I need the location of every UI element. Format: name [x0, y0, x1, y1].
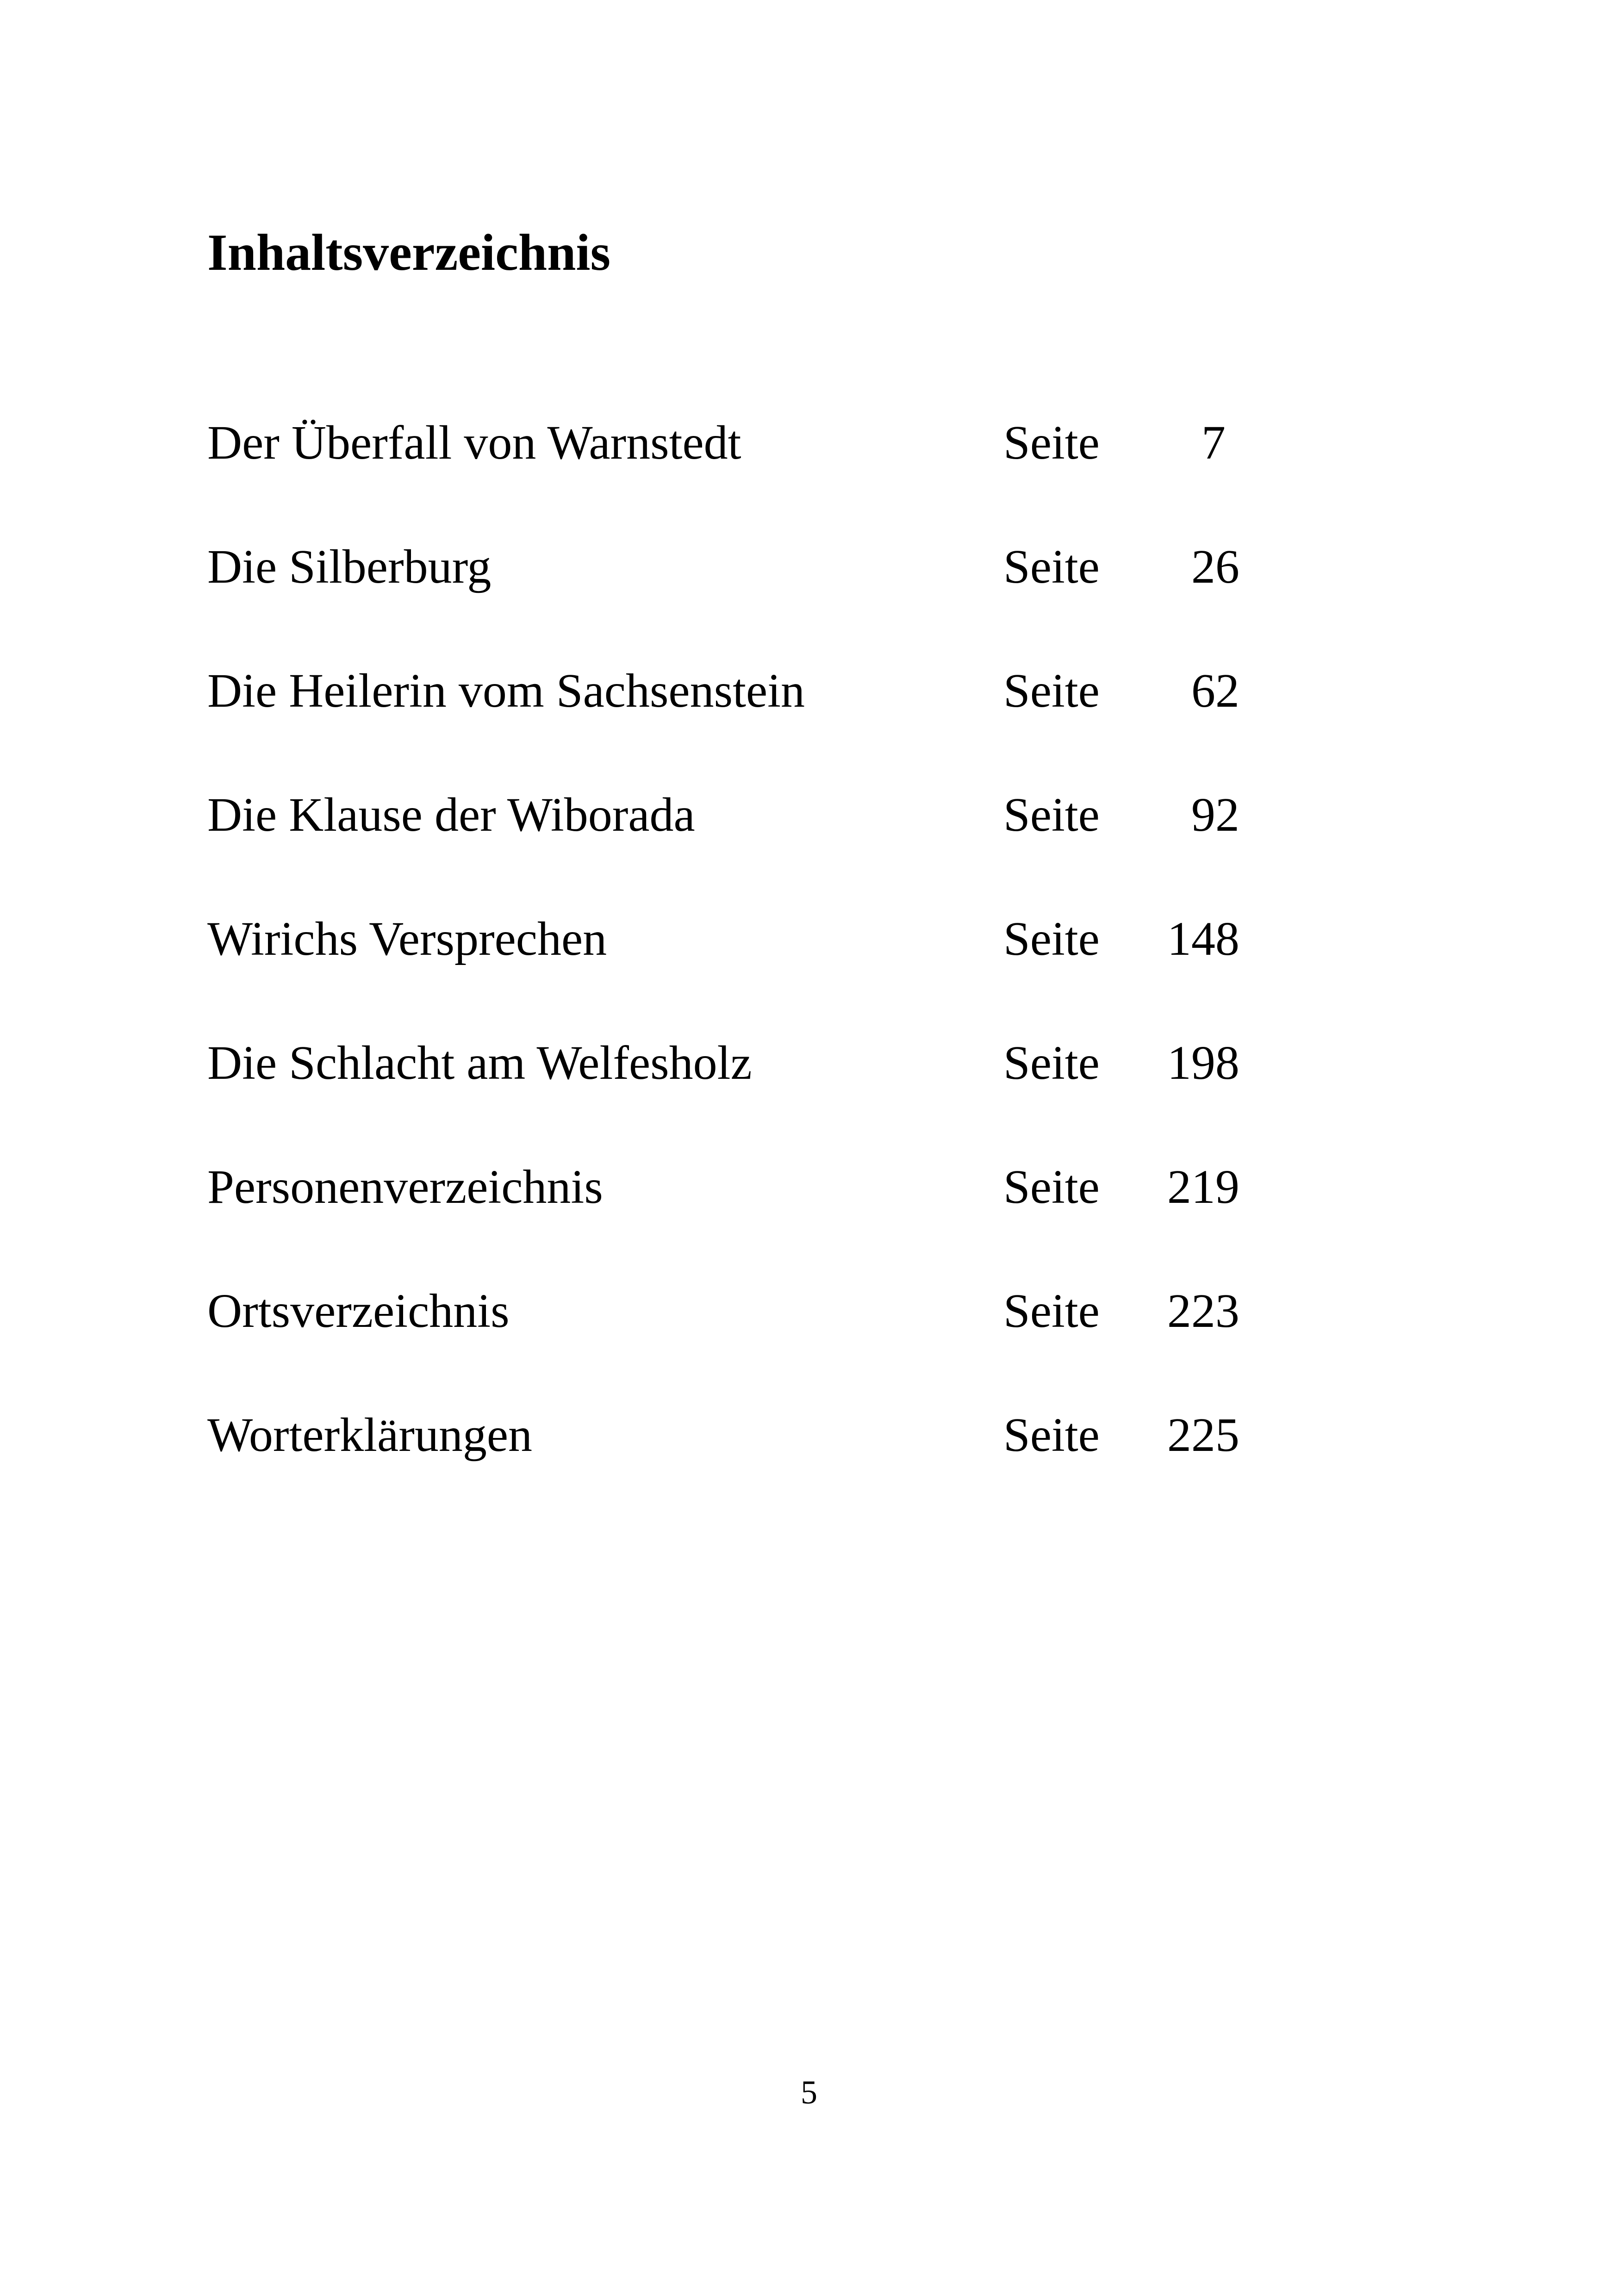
toc-entry[interactable] [207, 1284, 1272, 1411]
toc-entry[interactable] [207, 788, 1272, 915]
toc-entry[interactable] [207, 912, 1272, 1039]
toc-entry-title: Ortsverzeichnis [207, 1284, 510, 1338]
toc-entry-title: Die Heilerin vom Sachsenstein [207, 664, 805, 717]
toc-entry[interactable] [207, 1036, 1272, 1163]
toc-entry-title: Die Schlacht am Welfesholz [207, 1036, 752, 1089]
toc-entry-title: Die Silberburg [207, 540, 492, 593]
toc-entry[interactable] [207, 416, 1272, 543]
table-of-contents [207, 416, 1272, 1535]
toc-entry-page: 92 [1191, 788, 1239, 841]
toc-entry-page: 225 [1167, 1408, 1239, 1462]
toc-entry-page: 148 [1167, 912, 1239, 965]
toc-entry-seite-label: Seite [1003, 416, 1100, 469]
toc-entry-page: 7 [1201, 416, 1226, 469]
page-number: 5 [801, 2074, 817, 2111]
toc-entry[interactable] [207, 1160, 1272, 1287]
toc-entry-seite-label: Seite [1003, 1036, 1100, 1089]
toc-entry-title: Personenverzeichnis [207, 1160, 603, 1213]
toc-entry-seite-label: Seite [1003, 664, 1100, 717]
toc-entry-title: Der Überfall von Warnstedt [207, 416, 741, 469]
toc-entry[interactable] [207, 664, 1272, 791]
toc-entry-page: 62 [1191, 664, 1239, 717]
toc-entry-page: 223 [1167, 1284, 1239, 1338]
toc-entry-title: Wirichs Versprechen [207, 912, 607, 965]
toc-entry-page: 198 [1167, 1036, 1239, 1089]
toc-entry[interactable] [207, 1408, 1272, 1535]
toc-entry-seite-label: Seite [1003, 540, 1100, 593]
toc-entry-seite-label: Seite [1003, 1160, 1100, 1213]
toc-entry-page: 219 [1167, 1160, 1239, 1213]
toc-entry[interactable] [207, 540, 1272, 667]
toc-entry-seite-label: Seite [1003, 1408, 1100, 1462]
toc-entry-page: 26 [1191, 540, 1239, 593]
toc-entry-title: Worterklärungen [207, 1408, 532, 1462]
toc-entry-seite-label: Seite [1003, 1284, 1100, 1338]
toc-entry-title: Die Klause der Wiborada [207, 788, 695, 841]
toc-entry-seite-label: Seite [1003, 788, 1100, 841]
toc-entry-seite-label: Seite [1003, 912, 1100, 965]
page-title: Inhaltsverzeichnis [207, 224, 611, 281]
